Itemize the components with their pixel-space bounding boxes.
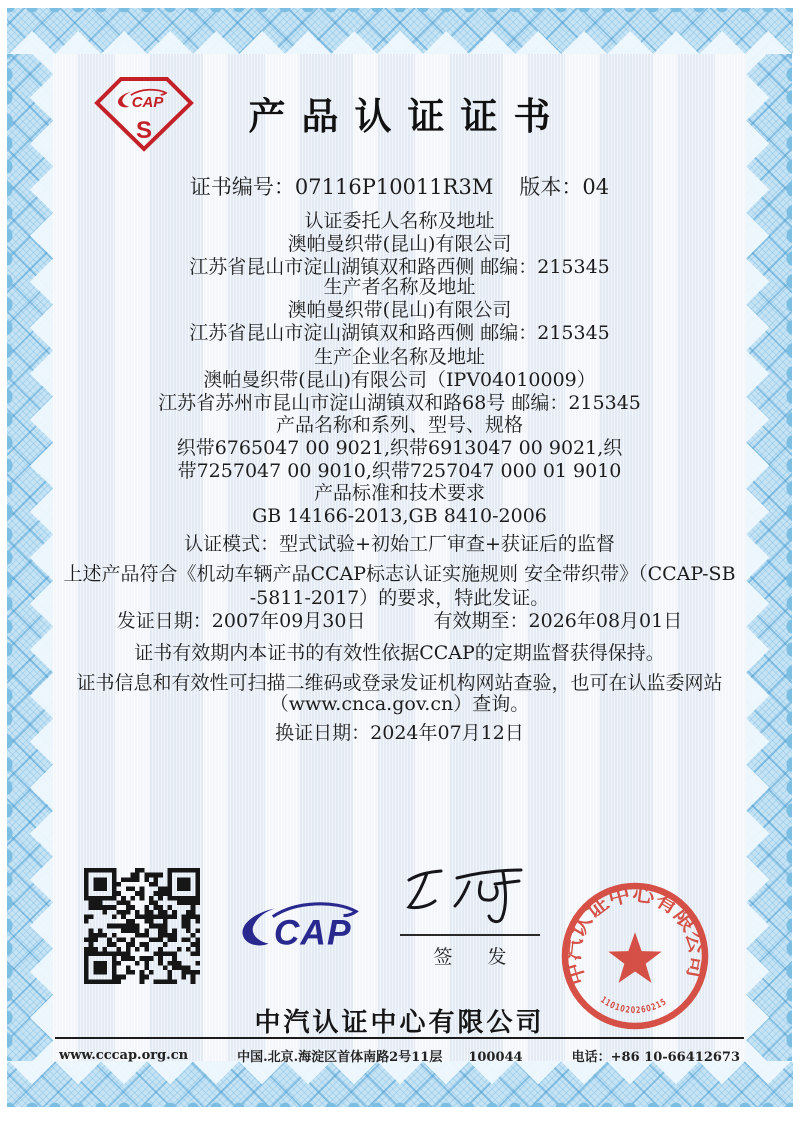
section-line: 江苏省苏州市昆山市淀山湖镇双和路68号 邮编：215345 [158,392,641,414]
badge-cap-text: CAP [131,94,164,112]
applicant-section [53,210,746,279]
conformity-line: 上述产品符合《机动车辆产品CCAP标志认证实施规则 安全带织带》（CCAP-SB [63,563,736,585]
section-line: GB 14166-2013,GB 8410-2006 [252,505,547,527]
footer-address-block [188,1046,572,1065]
version-value: 04 [582,175,610,199]
signature-block [395,864,545,969]
cert-no-label: 证书编号： [189,175,295,199]
footer-address: 中国.北京.海淀区首体南路2号11层 [237,1050,443,1065]
section-heading: 生产企业名称及地址 [313,346,485,368]
section-line: 澳帕曼织带(昆山)有限公司（IPV04010009） [203,369,596,391]
section-heading: 生产者名称及地址 [323,276,476,298]
ccap-logo-icon [235,900,373,956]
border-top [7,8,793,54]
issue-date: 发证日期：2007年09月30日 [116,610,366,632]
certification-mode-line: 认证模式：型式试验+初始工厂审查+获证后的监督 [184,533,615,555]
factory-section [53,346,746,415]
dates-row [53,610,746,633]
renewal-date-line: 换证日期：2024年07月12日 [275,722,524,744]
qr-code-icon [84,868,200,988]
standard-section [53,482,746,528]
certificate-number-line [53,176,746,199]
section-line: 澳帕曼织带(昆山)有限公司 [287,299,512,321]
cert-no-value: 07116P10011R3M [294,175,494,199]
border-bottom [7,1061,793,1107]
section-heading: 产品名称和系列、型号、规格 [275,414,523,436]
valid-until-date: 有效期至：2026年08月01日 [433,610,683,632]
handwritten-signature [395,864,545,928]
ccap-logo-text: CAP [273,913,352,952]
issuer-company-name: 中汽认证中心有限公司 [254,1007,545,1037]
section-line: 江苏省昆山市淀山湖镇双和路西侧 邮编：215345 [189,322,610,344]
section-heading: 产品标准和技术要求 [313,482,485,504]
section-line: 澳帕曼织带(昆山)有限公司 [287,233,512,255]
footer-postcode: 100044 [468,1050,523,1065]
border-right [746,54,792,1061]
signature-line [400,934,540,936]
verification-note [53,673,746,715]
border-left [7,54,53,1061]
badge-letter-s: S [135,117,153,144]
verification-line: 证书信息和有效性可扫描二维码或登录发证机构网站查验，也可在认监委网站 [76,672,723,694]
producer-section [53,276,746,345]
product-section [53,414,746,483]
seal-code: 1101020260215 [598,995,671,1017]
validity-note: 证书有效期内本证书的有效性依据CCAP的定期监督获得保持。 [134,642,665,664]
footer-info-row [59,1046,740,1065]
verification-line: （www.cnca.gov.cn）查询。 [269,693,530,715]
version-label: 版本： [519,175,583,199]
certificate-paper [53,54,746,1065]
footer-rule [55,1037,744,1039]
footer-phone: 电话：+86 10-66412673 [571,1050,740,1065]
page-title: 产品认证证书 [248,94,567,138]
conformity-line: -5811-2017）的要求，特此发证。 [249,587,550,609]
seal-ring-text: 中汽认证中心有限公司 [560,881,710,988]
footer-website: www.cccap.org.cn [59,1048,189,1063]
sign-issue-label: 签 发 [433,946,515,968]
section-heading: 认证委托人名称及地址 [304,210,495,232]
section-line: 带7257047 00 9010,织带7257047 000 01 9010 [177,460,622,482]
conformity-statement [53,562,746,610]
section-line: 江苏省昆山市淀山湖镇双和路西侧 邮编：215345 [189,256,610,278]
section-line: 织带6765047 00 9021,织带6913047 00 9021,织 [176,437,623,459]
